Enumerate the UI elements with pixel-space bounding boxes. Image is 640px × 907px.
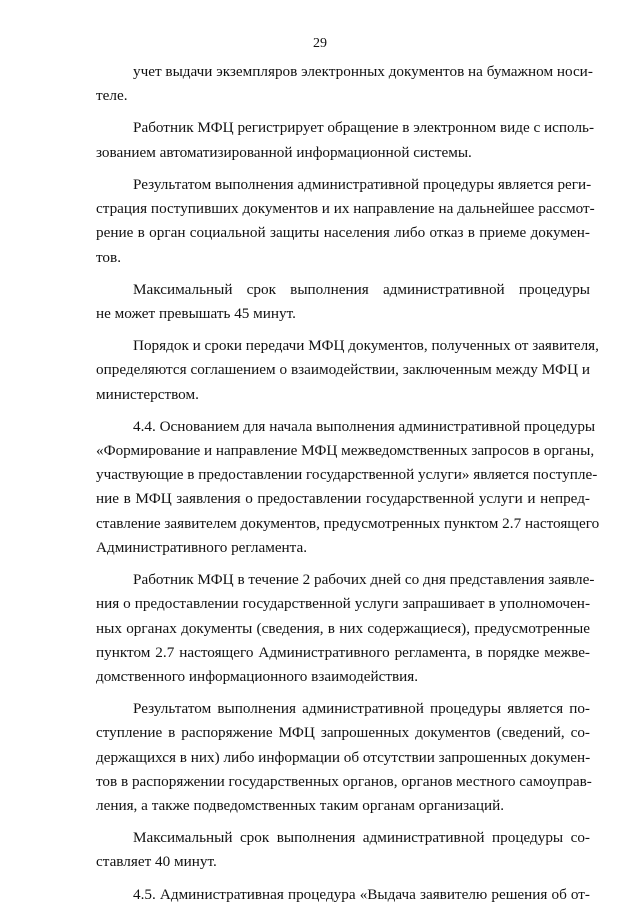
text-line: Результатом выполнения административной процедуры является по- [133, 700, 590, 718]
text-line: домственного информационного взаимодействия. [96, 667, 419, 685]
text-line: ступление в распоряжение МФЦ запрошенных документов (сведений, со- [96, 724, 590, 742]
text-line: Работник МФЦ в течение 2 рабочих дней со дня представления заявле- [133, 571, 595, 589]
text-line: ставление заявителем документов, предусмотренных пунктом 2.7 настоящего [96, 514, 600, 532]
text-line: министерством. [96, 385, 199, 403]
text-line: теле. [96, 87, 128, 105]
paragraph [96, 60, 593, 108]
page-number: 29 [313, 36, 327, 51]
paragraph [96, 116, 595, 164]
paragraph-gap [96, 270, 590, 278]
text-line: участвующие в предоставлении государственной услуги» является поступле- [96, 466, 598, 484]
text-line: ния о предоставлении государственной услуги запрашивает в уполномочен- [96, 595, 590, 613]
paragraph-gap [96, 560, 590, 568]
text-line: не может превышать 45 минут. [96, 304, 296, 322]
text-line: Результатом выполнения административной процедуры является реги- [133, 175, 592, 193]
text-line: страция поступивших документов и их направление на дальнейшее рассмот- [96, 200, 595, 218]
text-line: ставляет 40 минут. [96, 853, 217, 871]
text-line: учет выдачи экземпляров электронных документов на бумажном носи- [133, 63, 593, 80]
text-line: 4.4. Основанием для начала выполнения административной процедуры [133, 417, 596, 435]
text-line: 4.5. Административная процедура «Выдача заявителю решения об от- [133, 885, 590, 903]
paragraph-gap [96, 689, 590, 697]
document-body [96, 60, 600, 907]
paragraph [96, 568, 595, 689]
paragraph [96, 883, 590, 907]
text-line: Максимальный срок выполнения административной процедуры [133, 280, 590, 298]
text-line: Порядок и сроки передачи МФЦ документов, полученных от заявителя, [133, 337, 599, 355]
text-line: зованием автоматизированной информационной системы. [96, 143, 472, 161]
text-line: Административного регламента. [96, 538, 308, 556]
paragraph-gap [96, 875, 590, 883]
text-line: ления, а также подведомственных таким органам организаций. [96, 796, 505, 814]
paragraph-gap [96, 818, 590, 826]
paragraph-gap [96, 326, 590, 334]
text-line: определяются соглашением о взаимодействии, заключенным между МФЦ и [96, 361, 590, 379]
text-line: «Формирование и направление МФЦ межведомственных запросов в органы, [96, 442, 595, 460]
paragraph-gap [96, 407, 590, 415]
paragraph [96, 826, 590, 874]
paragraph [96, 697, 590, 818]
text-line: тов в распоряжении государственных органов, органов местного самоуправ- [96, 772, 592, 790]
paragraph [96, 278, 590, 326]
text-line: Работник МФЦ регистрирует обращение в электронном виде с исполь- [133, 119, 595, 137]
text-line: ние в МФЦ заявления о предоставлении государственной услуги и непред- [96, 490, 590, 508]
paragraph-gap [96, 108, 590, 116]
text-line: тов. [96, 248, 121, 266]
text-line: держащихся в них) либо информации об отсутствии запрошенных докумен- [96, 748, 591, 766]
text-line: рение в орган социальной защиты населения либо отказ в приеме докумен- [96, 224, 590, 242]
paragraph-gap [96, 165, 590, 173]
paragraph [96, 334, 599, 407]
paragraph [96, 173, 595, 270]
text-line: Максимальный срок выполнения административной процедуры со- [133, 829, 590, 847]
paragraph [96, 415, 600, 560]
text-line: ных органах документы (сведения, в них содержащиеся), предусмотренные [96, 619, 590, 637]
text-line: пунктом 2.7 настоящего Административного регламента, в порядке межве- [96, 643, 590, 661]
